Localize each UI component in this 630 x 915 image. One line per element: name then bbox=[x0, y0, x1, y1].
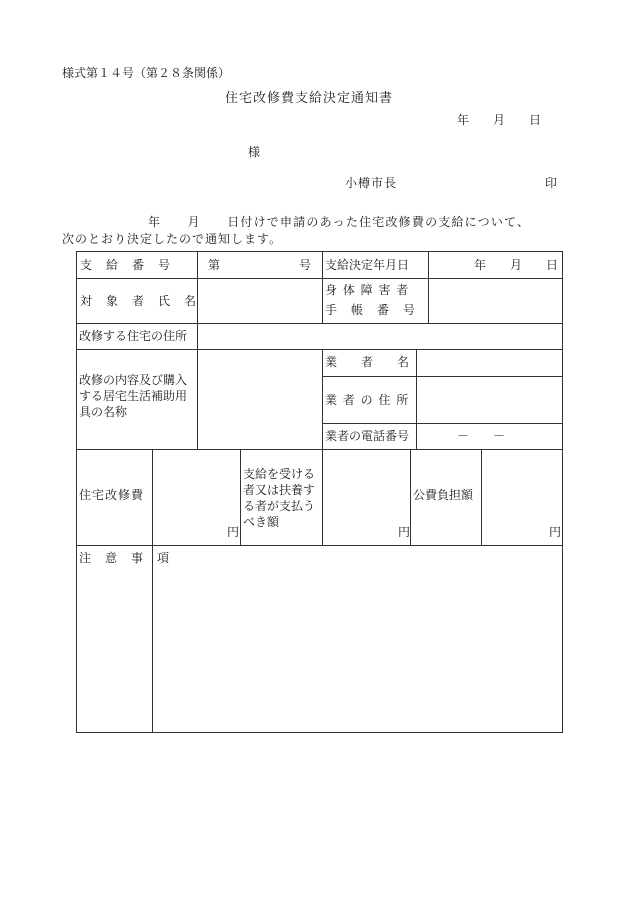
intro-line-1: 年 月 日付けで申請のあった住宅改修費の支給について、 bbox=[148, 215, 531, 229]
contents-label: 改修の内容及び購入する居宅生活補助用具の名称 bbox=[79, 373, 188, 419]
payment-number-go: 号 bbox=[299, 258, 312, 272]
address-label: 改修する住宅の住所 bbox=[79, 329, 188, 343]
decision-date-value: 年 月 日 bbox=[474, 258, 559, 272]
issuer-name: 小樽市長 bbox=[345, 176, 398, 190]
handbook-label-line-1: 身 体 障 害 者 bbox=[325, 283, 410, 297]
renovation-cost-yen: 円 bbox=[227, 525, 240, 539]
vendor-name-label: 業 者 名 bbox=[325, 355, 410, 369]
form-reference: 様式第１４号（第２８条関係） bbox=[62, 66, 231, 80]
recipient-payment-label: 支給を受ける者又は扶養する者が支払うべき額 bbox=[243, 467, 316, 529]
intro-line-2: 次のとおり決定したので通知します。 bbox=[62, 232, 283, 246]
seal-mark: 印 bbox=[545, 176, 558, 190]
vendor-phone-label: 業者の電話番号 bbox=[325, 429, 410, 443]
payment-number-dai: 第 bbox=[208, 258, 221, 272]
document-title: 住宅改修費支給決定通知書 bbox=[225, 91, 394, 106]
vendor-address-label: 業 者 の 住 所 bbox=[325, 393, 410, 407]
payment-number-label: 支 給 番 号 bbox=[80, 258, 172, 272]
notes-label: 注 意 事 項 bbox=[79, 551, 171, 565]
target-name-label: 対 象 者 氏 名 bbox=[80, 294, 198, 308]
renovation-cost-label: 住宅改修費 bbox=[79, 488, 145, 502]
decision-date-label: 支給決定年月日 bbox=[325, 258, 410, 272]
addressee-suffix: 様 bbox=[248, 145, 261, 159]
issue-date-line: 年 月 日 bbox=[457, 113, 542, 127]
vendor-phone-value: － － bbox=[457, 429, 506, 443]
handbook-label-line-2: 手 帳 番 号 bbox=[325, 303, 417, 317]
public-burden-yen: 円 bbox=[549, 525, 562, 539]
recipient-payment-yen: 円 bbox=[398, 525, 411, 539]
public-burden-label: 公費負担額 bbox=[413, 488, 474, 502]
